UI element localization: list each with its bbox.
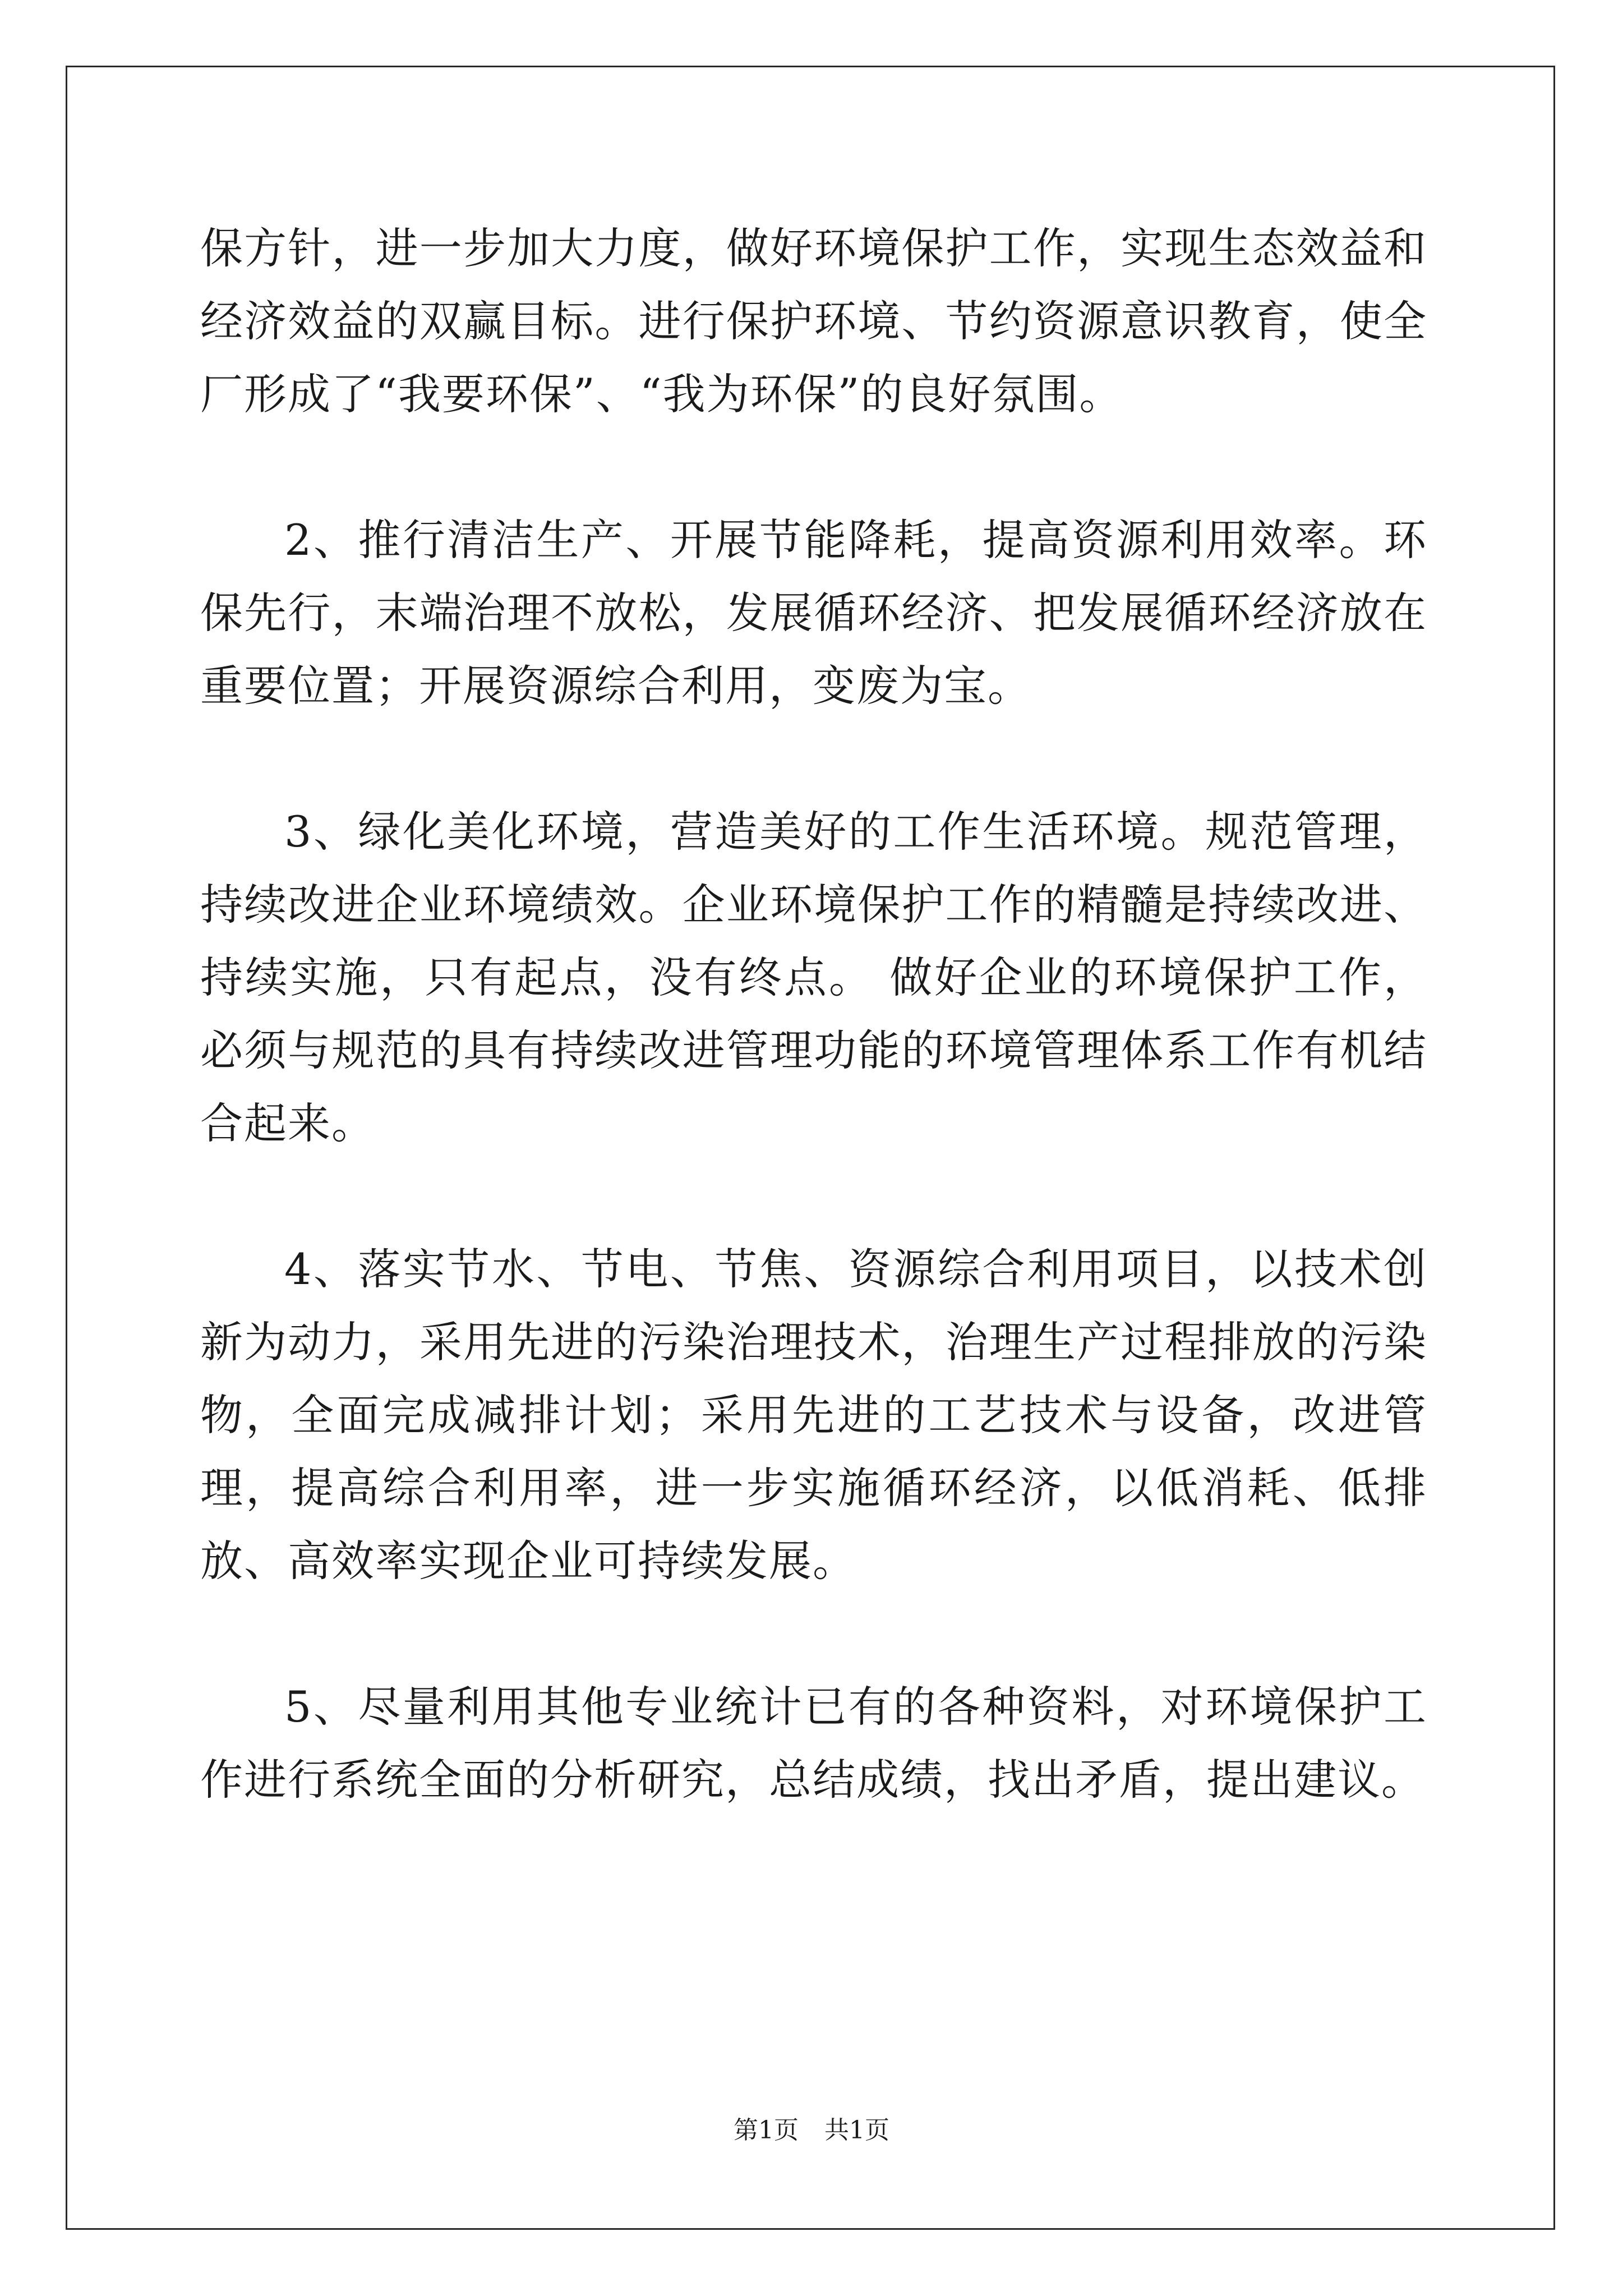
paragraph-item-3: 3、绿化美化环境，营造美好的工作生活环境。规范管理，持续改进企业环境绩效。企业环境保护工作的精髓是持续改进、持续实施，只有起点，没有终点。 做好企业的环境保护工作，必须与规范的具有持续改进管理功能的环境管理体系工作有机结合起来。	[200, 807, 1427, 1148]
page-footer	[0, 2115, 1623, 2146]
document-body	[200, 212, 1427, 1816]
page-number-current: 第1页	[734, 2116, 799, 2145]
page-number-total: 共1页	[824, 2116, 889, 2145]
paragraph-item-2: 2、推行清洁生产、开展节能降耗，提高资源利用效率。环保先行，末端治理不放松，发展循环经济、把发展循环经济放在重要位置；开展资源综合利用，变废为宝。	[200, 515, 1427, 711]
paragraph-item-5: 5、尽量利用其他专业统计已有的各种资料，对环境保护工作进行系统全面的分析研究，总结成绩，找出矛盾，提出建议。	[200, 1682, 1427, 1805]
paragraph-item-4: 4、落实节水、节电、节焦、资源综合利用项目，以技术创新为动力，采用先进的污染治理技术，治理生产过程排放的污染物，全面完成减排计划；采用先进的工艺技术与设备，改进管理，提高综合利用率，进一步实施循环经济，以低消耗、低排放、高效率实现企业可持续发展。	[200, 1244, 1427, 1586]
paragraph-continuation: 保方针，进一步加大力度，做好环境保护工作，实现生态效益和经济效益的双赢目标。进行保护环境、节约资源意识教育，使全厂形成了“我要环保”、“我为环保”的良好氛围。	[200, 223, 1427, 419]
